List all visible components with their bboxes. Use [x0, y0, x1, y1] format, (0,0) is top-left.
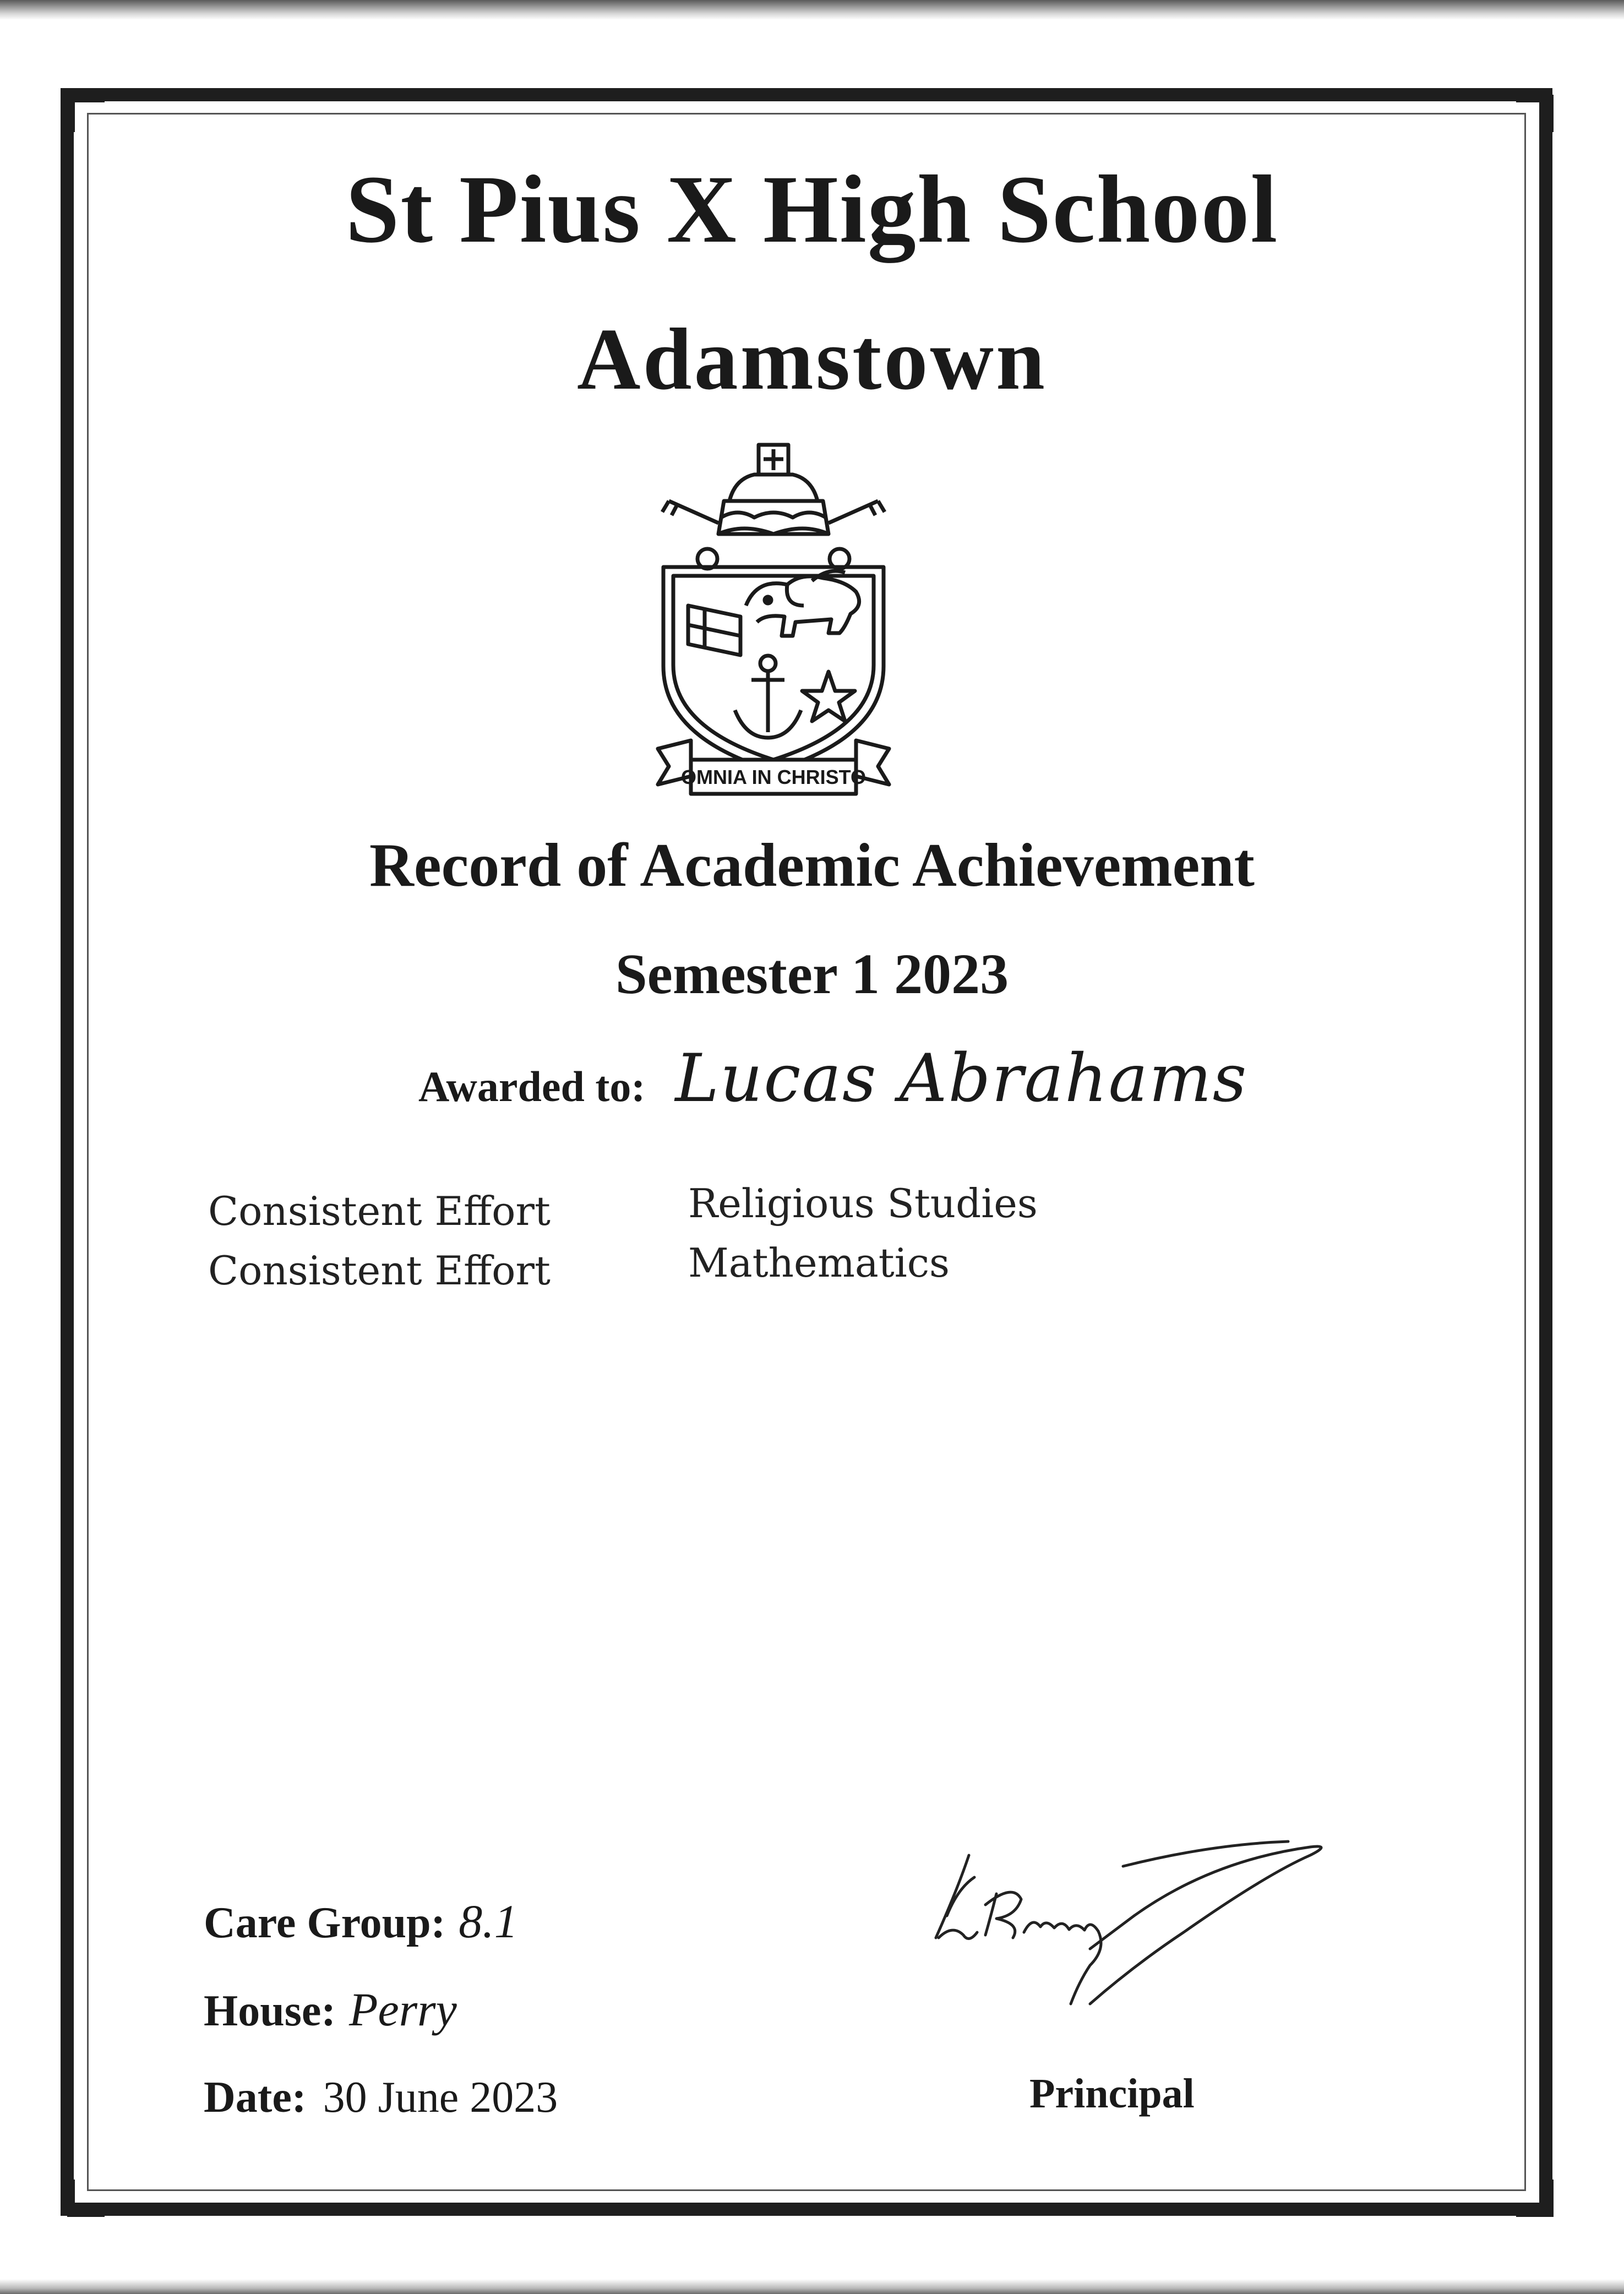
- care-group-label: Care Group:: [204, 1899, 446, 1947]
- achievement-row: [208, 1180, 1309, 1247]
- achievement-list: [208, 1180, 1309, 1307]
- achievement-award: Consistent Effort: [208, 1188, 551, 1234]
- care-group-value: 8.1: [459, 1895, 518, 1948]
- date-line: [204, 2073, 558, 2123]
- semester-label: Semester 1 2023: [615, 942, 1009, 1006]
- care-group-line: [204, 1894, 518, 1949]
- awarded-row: [418, 1040, 1247, 1117]
- scan-edge-top: [0, 0, 1624, 20]
- house-label: House:: [204, 1987, 336, 2035]
- principal-label: Principal: [1029, 2070, 1195, 2117]
- achievement-subject: Religious Studies: [688, 1180, 1038, 1227]
- border-corner-bottom-left: [67, 2179, 105, 2217]
- achievement-award: Consistent Effort: [208, 1247, 551, 1294]
- crest-motto: OMNIA IN CHRISTO: [680, 766, 867, 788]
- principal-signature-icon: [925, 1822, 1343, 2026]
- school-location: Adamstown: [577, 310, 1047, 408]
- achievement-subject: Mathematics: [688, 1240, 950, 1286]
- scan-edge-bottom: [0, 2279, 1624, 2294]
- awarded-label: Awarded to:: [418, 1062, 646, 1110]
- record-title: Record of Academic Achievement: [369, 831, 1255, 900]
- achievement-row: [208, 1240, 1309, 1307]
- awardee-name: Lucas Abrahams: [675, 1040, 1248, 1117]
- border-corner-top-right: [1516, 95, 1554, 132]
- house-line: [204, 1982, 457, 2037]
- school-crest-icon: [647, 440, 900, 804]
- date-label: Date:: [204, 2073, 307, 2122]
- house-value: Perry: [349, 1983, 457, 2036]
- border-corner-top-left: [67, 95, 105, 132]
- date-value: 30 June 2023: [323, 2073, 558, 2122]
- school-name: St Pius X High School: [345, 156, 1279, 263]
- border-corner-bottom-right: [1516, 2179, 1554, 2217]
